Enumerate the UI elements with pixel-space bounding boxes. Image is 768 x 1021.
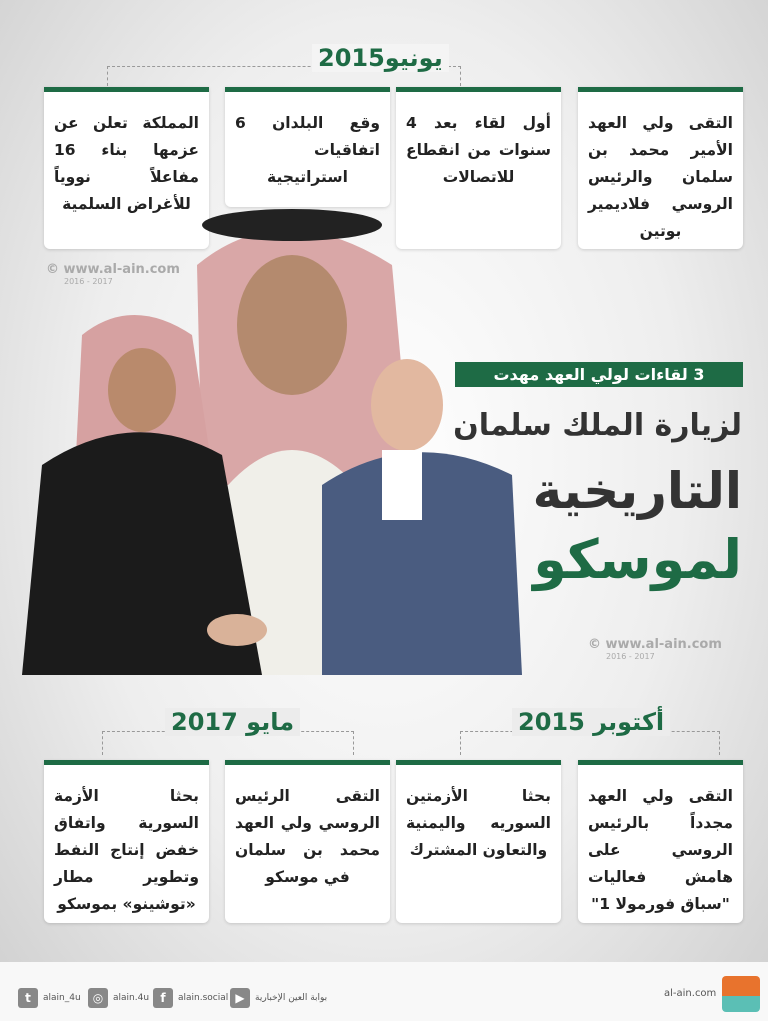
- watermark: © www.al-ain.com 2016 - 2017: [46, 262, 180, 286]
- twitter-icon: t: [18, 988, 38, 1008]
- facebook-handle: alain.social: [178, 993, 229, 1003]
- headline-banner: 3 لقاءات لولي العهد مهدت: [455, 362, 743, 387]
- top-year-title: يونيو2015: [312, 44, 449, 72]
- watermark-2: © www.al-ain.com 2016 - 2017: [588, 637, 722, 661]
- card-june-2: أول لقاء بعد 4 سنوات من انقطاع للاتصالات: [396, 87, 561, 249]
- card-oct-1: التقى ولي العهد مجدداً بالرئيس الروسي على هامش فعاليات "سباق فورمولا 1": [578, 760, 743, 923]
- facebook-icon: f: [153, 988, 173, 1008]
- instagram-link[interactable]: [88, 988, 149, 1008]
- headline-line3: لموسكو: [533, 528, 742, 591]
- headline-line1: لزيارة الملك سلمان: [453, 408, 742, 443]
- card-june-4: المملكة تعلن عن عزمها بناء 16 مفاعلاً نووياً للأغراض السلمية: [44, 87, 209, 249]
- youtube-link[interactable]: [230, 988, 327, 1008]
- year-may-2017: مايو 2017: [165, 708, 300, 736]
- instagram-handle: alain.4u: [113, 993, 150, 1003]
- headline-line2: التاريخية: [532, 462, 742, 520]
- site-link[interactable]: [664, 988, 716, 999]
- watermark-years: 2016 - 2017: [606, 652, 655, 661]
- card-oct-2: بحثا الأزمتين السوريه واليمنية والتعاون المشترك: [396, 760, 561, 923]
- watermark-years: 2016 - 2017: [64, 277, 113, 286]
- facebook-link[interactable]: [153, 988, 228, 1008]
- card-may-2: بحثا الأزمة السورية واتفاق خفض إنتاج النفط وتطوير مطار «توشينو» بموسكو: [44, 760, 209, 923]
- al-ain-logo: [722, 976, 760, 1012]
- card-june-1: التقى ولي العهد الأمير محمد بن سلمان والرئيس الروسي فلاديمير بوتين: [578, 87, 743, 249]
- card-may-1: التقى الرئيس الروسي ولي العهد محمد بن سلمان في موسكو: [225, 760, 390, 923]
- youtube-channel: بوابة العين الإخبارية: [255, 993, 328, 1003]
- watermark-url: www.al-ain.com: [605, 637, 722, 652]
- twitter-link[interactable]: [18, 988, 81, 1008]
- twitter-handle: alain_4u: [43, 993, 81, 1003]
- watermark-url: www.al-ain.com: [63, 262, 180, 277]
- instagram-icon: ◎: [88, 988, 108, 1008]
- footer: [0, 962, 768, 1021]
- card-june-3: وقع البلدان 6 اتفاقيات استراتيجية: [225, 87, 390, 207]
- youtube-icon: ▶: [230, 988, 250, 1008]
- year-october-2015: أكتوبر 2015: [512, 708, 670, 736]
- site-url: al-ain.com: [664, 988, 717, 999]
